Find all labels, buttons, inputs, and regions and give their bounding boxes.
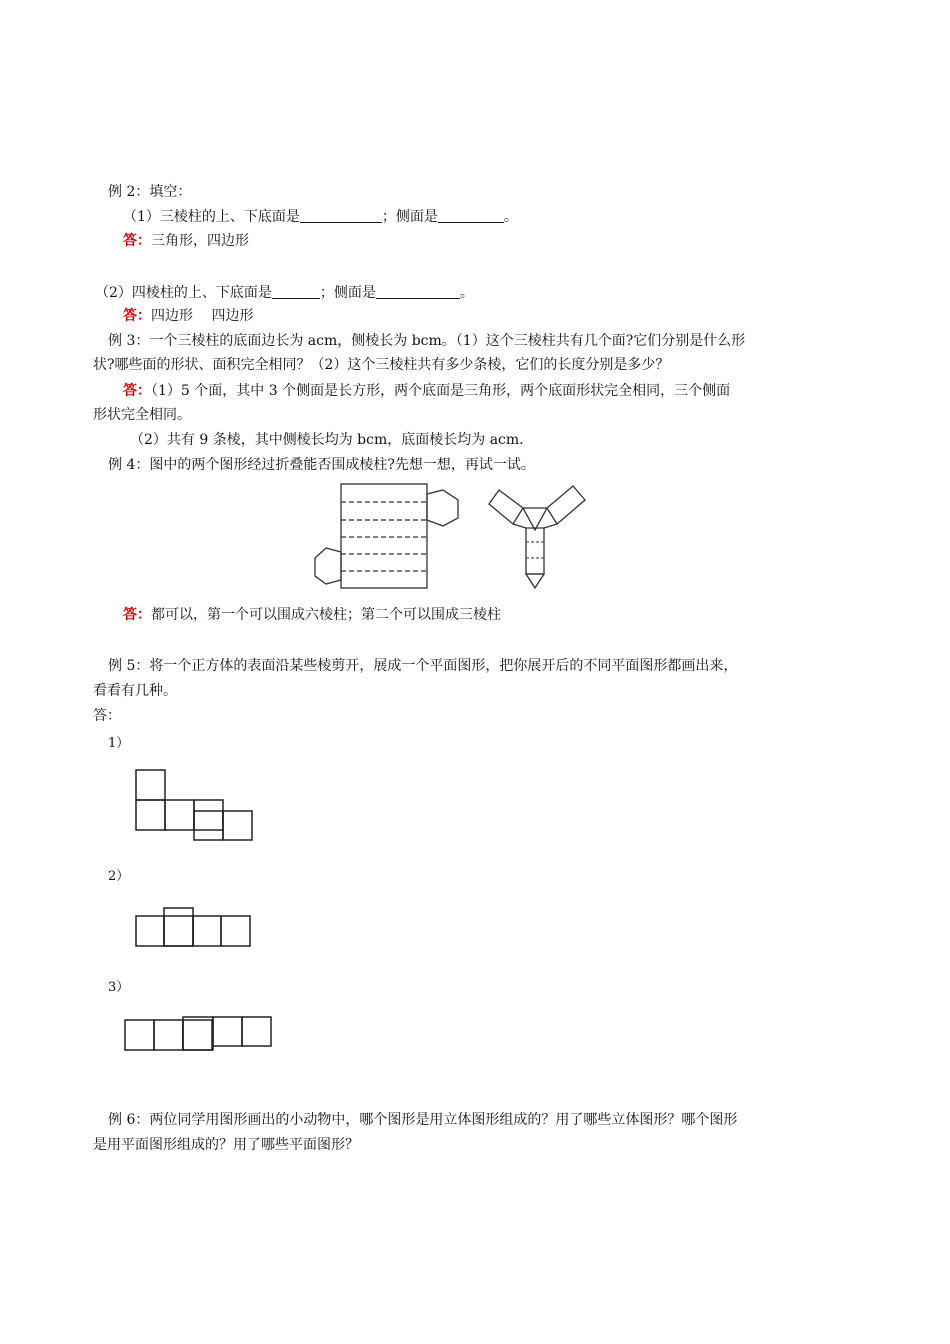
answer-text: 三角形，四边形	[151, 233, 249, 249]
ex2-q1-end: 。	[503, 209, 518, 225]
net-number-3: 3）	[108, 980, 130, 995]
ex2-q2-pre: （2）四棱柱的上、下底面是	[95, 285, 272, 301]
ex2-answer2	[123, 306, 253, 326]
blank	[438, 208, 504, 223]
ex2-q1	[123, 207, 518, 227]
ex3-line1: 例 3：一个三棱柱的底面边长为 acm，侧棱长为 bcm。（1）这个三棱柱共有几个面?它们分别是什么形	[108, 333, 746, 349]
answer-text: 四边形 四边形	[151, 308, 254, 324]
ex3-line2: 状?哪些面的形状、面积完全相同？（2）这个三棱柱共有多少条棱，它们的长度分别是多少？	[93, 357, 670, 373]
answer-label: 答：	[123, 607, 151, 623]
answer-label: 答：	[123, 233, 151, 249]
ex2-q2-end: 。	[459, 285, 474, 301]
answer-text: （1）5 个面，其中 3 个侧面是长方形，两个底面是三角形，两个底面形状完全相同，三个侧面	[151, 383, 731, 399]
net-number-1: 1）	[108, 736, 130, 751]
answer-text: 都可以，第一个可以围成六棱柱；第二个可以围成三棱柱	[151, 607, 501, 623]
ex3-answer-line2: 形状完全相同。	[93, 407, 191, 423]
ex5-line2: 看看有几种。	[93, 683, 177, 699]
answer-label: 答：	[123, 308, 151, 324]
ex5-answer-label: 答：	[93, 708, 121, 724]
ex2-title: 例 2：填空：	[108, 184, 192, 200]
ex2-q1-mid: ；侧面是	[381, 209, 438, 225]
hexagonal-prism-net-figure	[305, 480, 465, 600]
ex3-answer-line1	[123, 381, 730, 401]
ex6-line2: 是用平面图形组成的？用了哪些平面图形？	[93, 1137, 359, 1153]
triangular-prism-net-figure	[485, 482, 600, 592]
net-number-2: 2）	[108, 869, 130, 884]
ex2-answer1	[123, 231, 249, 251]
ex2-q2-mid: ；侧面是	[319, 285, 376, 301]
ex6-line1: 例 6：两位同学用图形画出的小动物中，哪个图形是用立体图形组成的？用了哪些立体图形？哪个图形	[108, 1112, 738, 1128]
blank	[272, 284, 320, 299]
ex2-q1-pre: （1）三棱柱的上、下底面是	[123, 209, 300, 225]
answer-label: 答：	[123, 383, 151, 399]
ex3-answer-line3: （2）共有 9 条棱，其中侧棱长均为 bcm，底面棱长均为 acm.	[130, 432, 524, 448]
cube-net-3	[123, 1015, 278, 1055]
cube-net-2	[134, 906, 259, 951]
blank	[376, 284, 460, 299]
ex4-title: 例 4：图中的两个图形经过折叠能否围成棱柱?先想一想，再试一试。	[108, 457, 535, 473]
ex2-q2	[95, 283, 474, 303]
blank	[300, 208, 382, 223]
ex5-line1: 例 5：将一个正方体的表面沿某些棱剪开，展成一个平面图形，把你展开后的不同平面图形都画出来，	[108, 658, 738, 674]
ex4-answer	[123, 605, 501, 625]
cube-net-1	[134, 768, 259, 843]
